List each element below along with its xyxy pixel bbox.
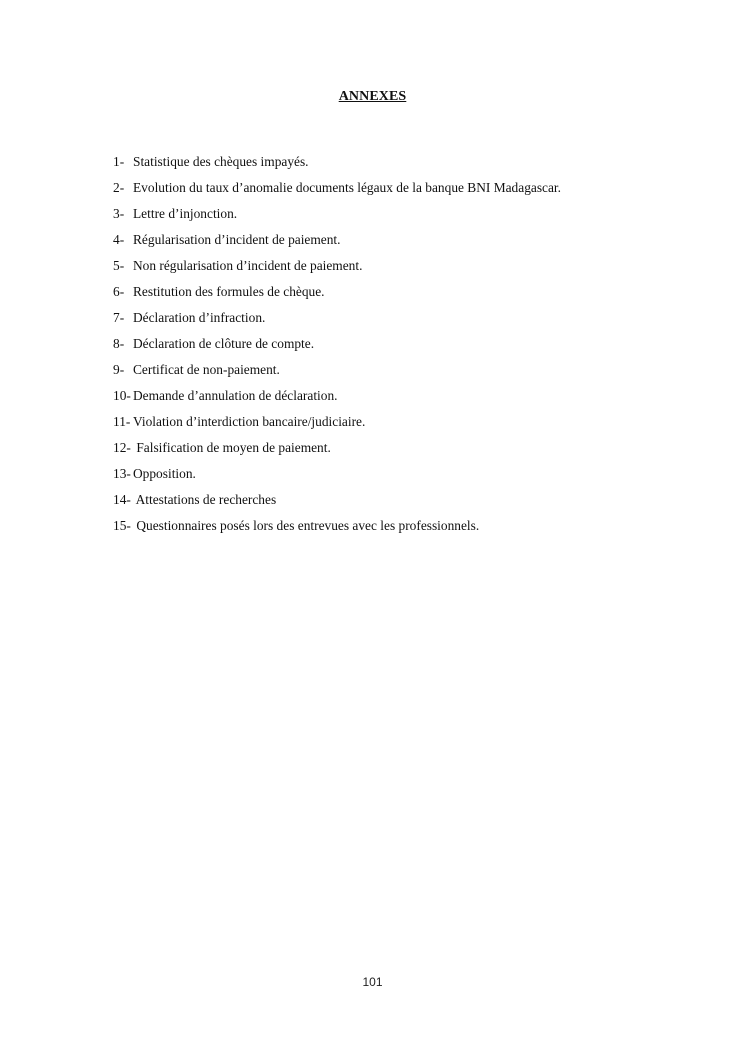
- list-item-number: 12-: [113, 440, 131, 455]
- list-item: [113, 308, 561, 334]
- annex-list: [113, 152, 561, 542]
- list-item-text: Certificat de non-paiement.: [133, 362, 280, 377]
- list-item: [113, 204, 561, 230]
- list-item-number: 10-: [113, 388, 131, 403]
- list-item-number: 9-: [113, 362, 125, 377]
- list-item-text: Régularisation d’incident de paiement.: [133, 232, 341, 247]
- list-item-text: Statistique des chèques impayés.: [133, 154, 309, 169]
- list-item: [113, 282, 561, 308]
- list-item-number: 2-: [113, 180, 125, 195]
- list-item-text: Non régularisation d’incident de paiement.: [133, 258, 363, 273]
- list-item-text: Déclaration d’infraction.: [133, 310, 266, 325]
- list-item-text: Demande d’annulation de déclaration.: [133, 388, 338, 403]
- list-item: [113, 464, 561, 490]
- list-item-number: 14-: [113, 492, 131, 507]
- list-item: [113, 256, 561, 282]
- list-item: [113, 412, 561, 438]
- list-item: [113, 490, 561, 516]
- list-item: [113, 230, 561, 256]
- list-item-number: 3-: [113, 206, 125, 221]
- list-item-number: 15-: [113, 518, 131, 533]
- list-item: [113, 438, 561, 464]
- list-item-text: Falsification de moyen de paiement.: [133, 440, 331, 455]
- list-item-text: Lettre d’injonction.: [133, 206, 238, 221]
- list-item-text: Violation d’interdiction bancaire/judiciaire.: [133, 414, 366, 429]
- list-item-number: 13-: [113, 466, 131, 481]
- list-item-number: 5-: [113, 258, 125, 273]
- list-item-text: Déclaration de clôture de compte.: [133, 336, 315, 351]
- page-title: ANNEXES: [338, 89, 407, 104]
- list-item-number: 1-: [113, 154, 125, 169]
- list-item-number: 7-: [113, 310, 125, 325]
- list-item-number: 8-: [113, 336, 125, 351]
- list-item-text: Opposition.: [133, 466, 196, 481]
- list-item-text: Attestations de recherches: [133, 492, 277, 507]
- list-item-text: Questionnaires posés lors des entrevues avec les professionnels.: [133, 518, 480, 533]
- page-number: 101: [362, 975, 383, 989]
- list-item: [113, 178, 561, 204]
- list-item-text: Restitution des formules de chèque.: [133, 284, 325, 299]
- list-item: [113, 386, 561, 412]
- list-item-number: 4-: [113, 232, 125, 247]
- list-item: [113, 152, 561, 178]
- list-item-text: Evolution du taux d’anomalie documents légaux de la banque BNI Madagascar.: [133, 180, 562, 195]
- list-item: [113, 516, 561, 542]
- list-item-number: 6-: [113, 284, 125, 299]
- list-item: [113, 360, 561, 386]
- list-item-number: 11-: [113, 414, 131, 429]
- list-item: [113, 334, 561, 360]
